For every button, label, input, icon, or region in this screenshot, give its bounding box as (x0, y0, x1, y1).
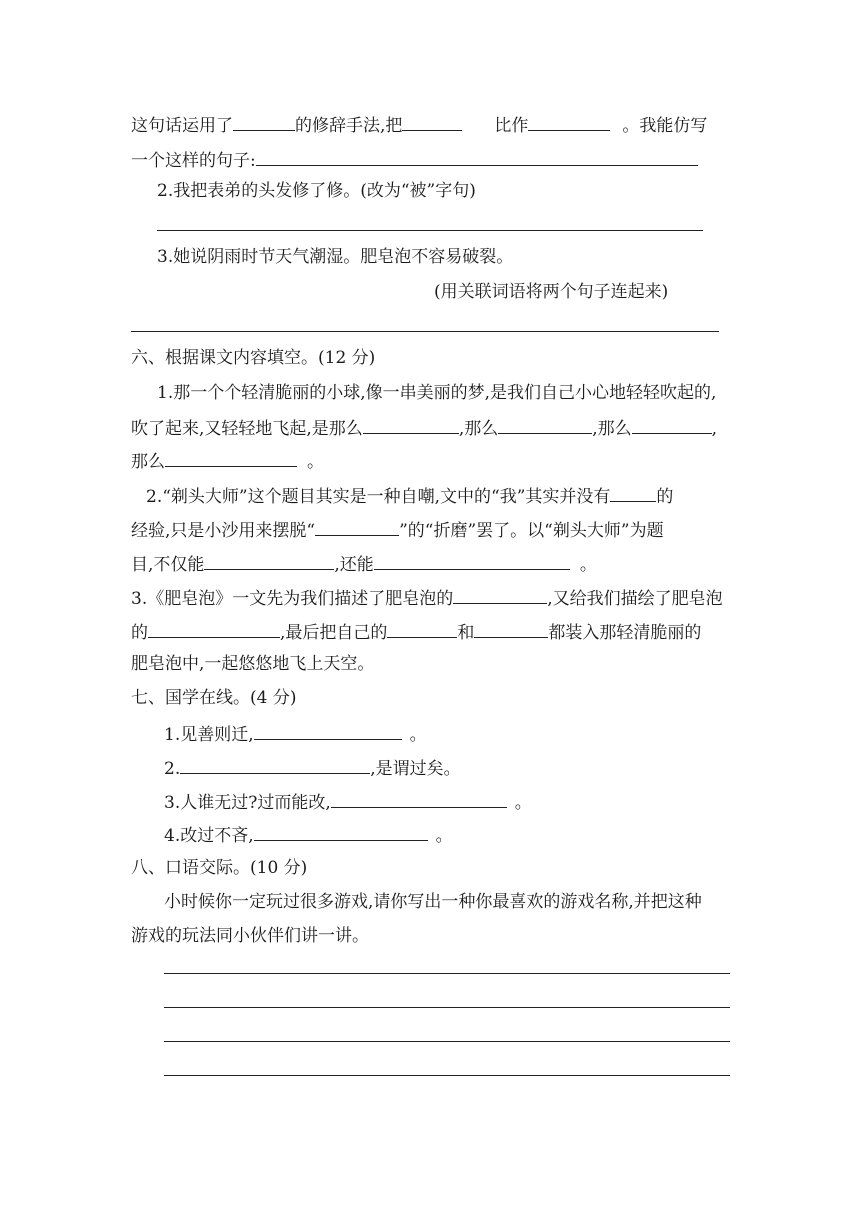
s6-q3-line1: 3.《肥皂泡》一文先为我们描述了肥皂泡的 ,又给我们描绘了肥皂泡 (131, 585, 723, 609)
s6-q1-line2: 吹了起来,又轻轻地飞起,是那么 ,那么 ,那么 , (131, 415, 717, 439)
writing-line[interactable] (164, 973, 730, 974)
s6-q2-line1: 2.“剃头大师”这个题目其实是一种自嘲,文中的“我”其实并没有 的 (146, 483, 673, 507)
answer-blank[interactable] (204, 551, 334, 570)
s6-q1-line1: 1.那一个个轻清脆丽的小球,像一串美丽的梦,是我们自己小心地轻轻吹起的, (157, 383, 717, 403)
answer-blank[interactable] (254, 721, 402, 740)
s7-q2: 2. ,是谓过矣。 (164, 755, 461, 779)
answer-blank[interactable] (363, 415, 459, 434)
answer-line[interactable] (157, 230, 703, 231)
answer-blank[interactable] (387, 619, 457, 638)
s6-q2-line2: 经验,只是小沙用来摆脱“ ”的“折磨”罢了。以“剃头大师”为题 (131, 517, 664, 541)
s8-prompt-line2: 游戏的玩法同小伙伴们讲一讲。 (131, 926, 369, 946)
answer-blank[interactable] (165, 448, 297, 467)
section-6-heading: 六、根据课文内容填空。(12 分) (131, 348, 376, 368)
answer-line[interactable] (131, 331, 719, 332)
q5-item3-hint: (用关联词语将两个句子连起来) (434, 282, 669, 302)
answer-blank[interactable] (610, 483, 656, 502)
writing-line[interactable] (164, 1041, 730, 1042)
s7-q3: 3.人谁无过?过而能改, 。 (164, 789, 532, 813)
s6-q3-line3: 肥皂泡中,一起悠悠地飞上天空。 (131, 654, 375, 674)
answer-blank[interactable] (233, 112, 295, 131)
answer-blank[interactable] (315, 517, 399, 536)
s6-q3-line2: 的 ,最后把自己的 和 都装入那轻清脆丽的 (131, 619, 701, 643)
q5-item1-line1: 这句话运用了 的修辞手法,把 比作 。我能仿写 (131, 112, 707, 136)
s8-prompt-line1: 小时候你一定玩过很多游戏,请你写出一种你最喜欢的游戏名称,并把这种 (164, 892, 702, 912)
answer-blank[interactable] (148, 619, 280, 638)
s7-q4: 4.改过不吝, 。 (164, 822, 453, 846)
answer-blank[interactable] (528, 112, 610, 131)
answer-blank[interactable] (402, 112, 462, 131)
answer-blank[interactable] (498, 415, 592, 434)
writing-line[interactable] (164, 1007, 730, 1008)
s6-q2-line3: 目,不仅能 ,还能 。 (131, 551, 597, 575)
answer-blank[interactable] (453, 585, 547, 604)
answer-blank[interactable] (180, 755, 370, 774)
answer-blank[interactable] (331, 789, 507, 808)
s7-q1: 1.见善则迁, 。 (164, 721, 427, 745)
q5-item2: 2.我把表弟的头发修了修。(改为“被”字句) (157, 181, 476, 201)
answer-blank[interactable] (632, 415, 712, 434)
q5-item3: 3.她说阴雨时节天气潮湿。肥皂泡不容易破裂。 (157, 247, 514, 267)
answer-blank[interactable] (254, 822, 428, 841)
answer-blank[interactable] (474, 619, 548, 638)
q5-item1-line2: 一个这样的句子: (131, 147, 698, 171)
section-8-heading: 八、口语交际。(10 分) (131, 858, 308, 878)
writing-line[interactable] (164, 1075, 730, 1076)
section-7-heading: 七、国学在线。(4 分) (131, 688, 297, 708)
answer-blank[interactable] (374, 551, 570, 570)
s6-q1-line3: 那么 。 (131, 448, 324, 472)
answer-blank[interactable] (256, 147, 698, 166)
